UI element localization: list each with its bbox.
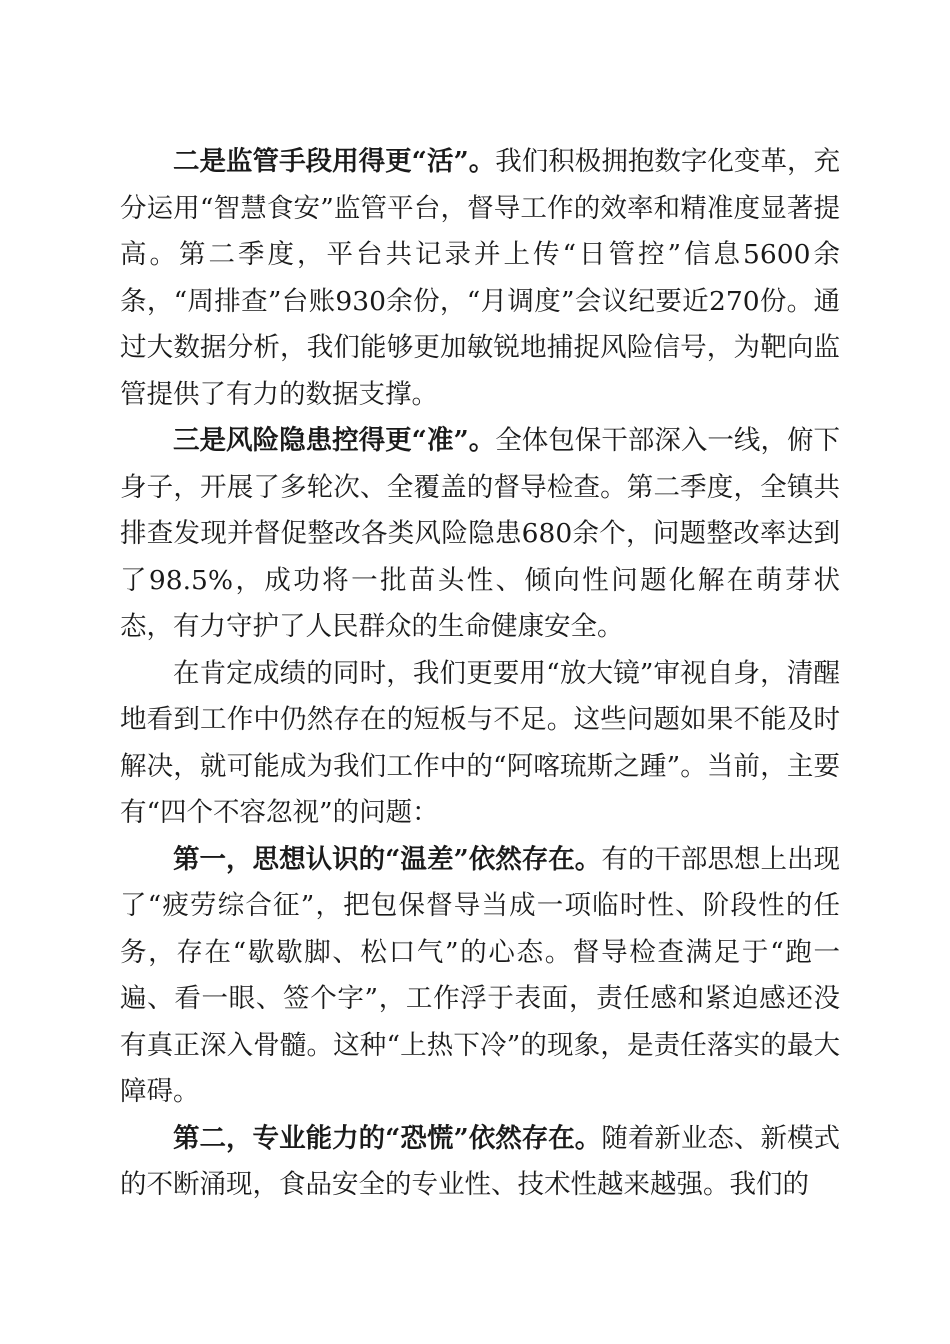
paragraph-risk-control xyxy=(120,418,840,651)
paragraph-shortcomings-intro xyxy=(120,651,840,837)
paragraph-body: 在肯定成绩的同时，我们更要用“放大镜”审视自身，清醒地看到工作中仍然存在的短板与不足。这些问题如果不能及时解决，就可能成为我们工作中的“阿喀琉斯之踵”。当前，主要有“四个不容忽视”的问题： xyxy=(120,657,840,828)
paragraph-lead: 二是监管手段用得更“活”。 xyxy=(173,146,496,177)
paragraph-lead: 第二，专业能力的“恐慌”依然存在。 xyxy=(173,1122,602,1154)
paragraph-body: 我们积极拥抱数字化变革，充分运用“智慧食安”监管平台，督导工作的效率和精准度显著提高。第二季度，平台共记录并上传“日管控”信息5600余条，“周排查”台账930余份，“月调度”会议纪要近270份。通过大数据分析，我们能够更加敏锐地捕捉风险信号，为靶向监管提供了有力的数据支撑。 xyxy=(120,146,840,410)
paragraph-body: 有的干部思想上出现了“疲劳综合征”，把包保督导当成一项临时性、阶段性的任务，存在“歇歇脚、松口气”的心态。督导检查满足于“跑一遍、看一眼、签个字”，工作浮于表面，责任感和紧迫感还没有真正深入骨髓。这种“上热下冷”的现象，是责任落实的最大障碍。 xyxy=(120,843,840,1107)
document-page xyxy=(120,139,840,1209)
paragraph-supervision-means xyxy=(120,139,840,418)
paragraph-first-issue xyxy=(120,837,840,1116)
paragraph-body: 随着新业态、新模式的不断涌现，食品安全的专业性、技术性越来越强。我们的 xyxy=(120,1122,840,1200)
paragraph-lead: 三是风险隐患控得更“准”。 xyxy=(173,425,496,456)
paragraph-body: 全体包保干部深入一线，俯下身子，开展了多轮次、全覆盖的督导检查。第二季度，全镇共排查发现并督促整改各类风险隐患680余个，问题整改率达到了98.5%，成功将一批苗头性、倾向性问题化解在萌芽状态，有力守护了人民群众的生命健康安全。 xyxy=(120,425,840,642)
paragraph-lead: 第一，思想认识的“温差”依然存在。 xyxy=(173,843,602,875)
paragraph-second-issue xyxy=(120,1116,840,1209)
